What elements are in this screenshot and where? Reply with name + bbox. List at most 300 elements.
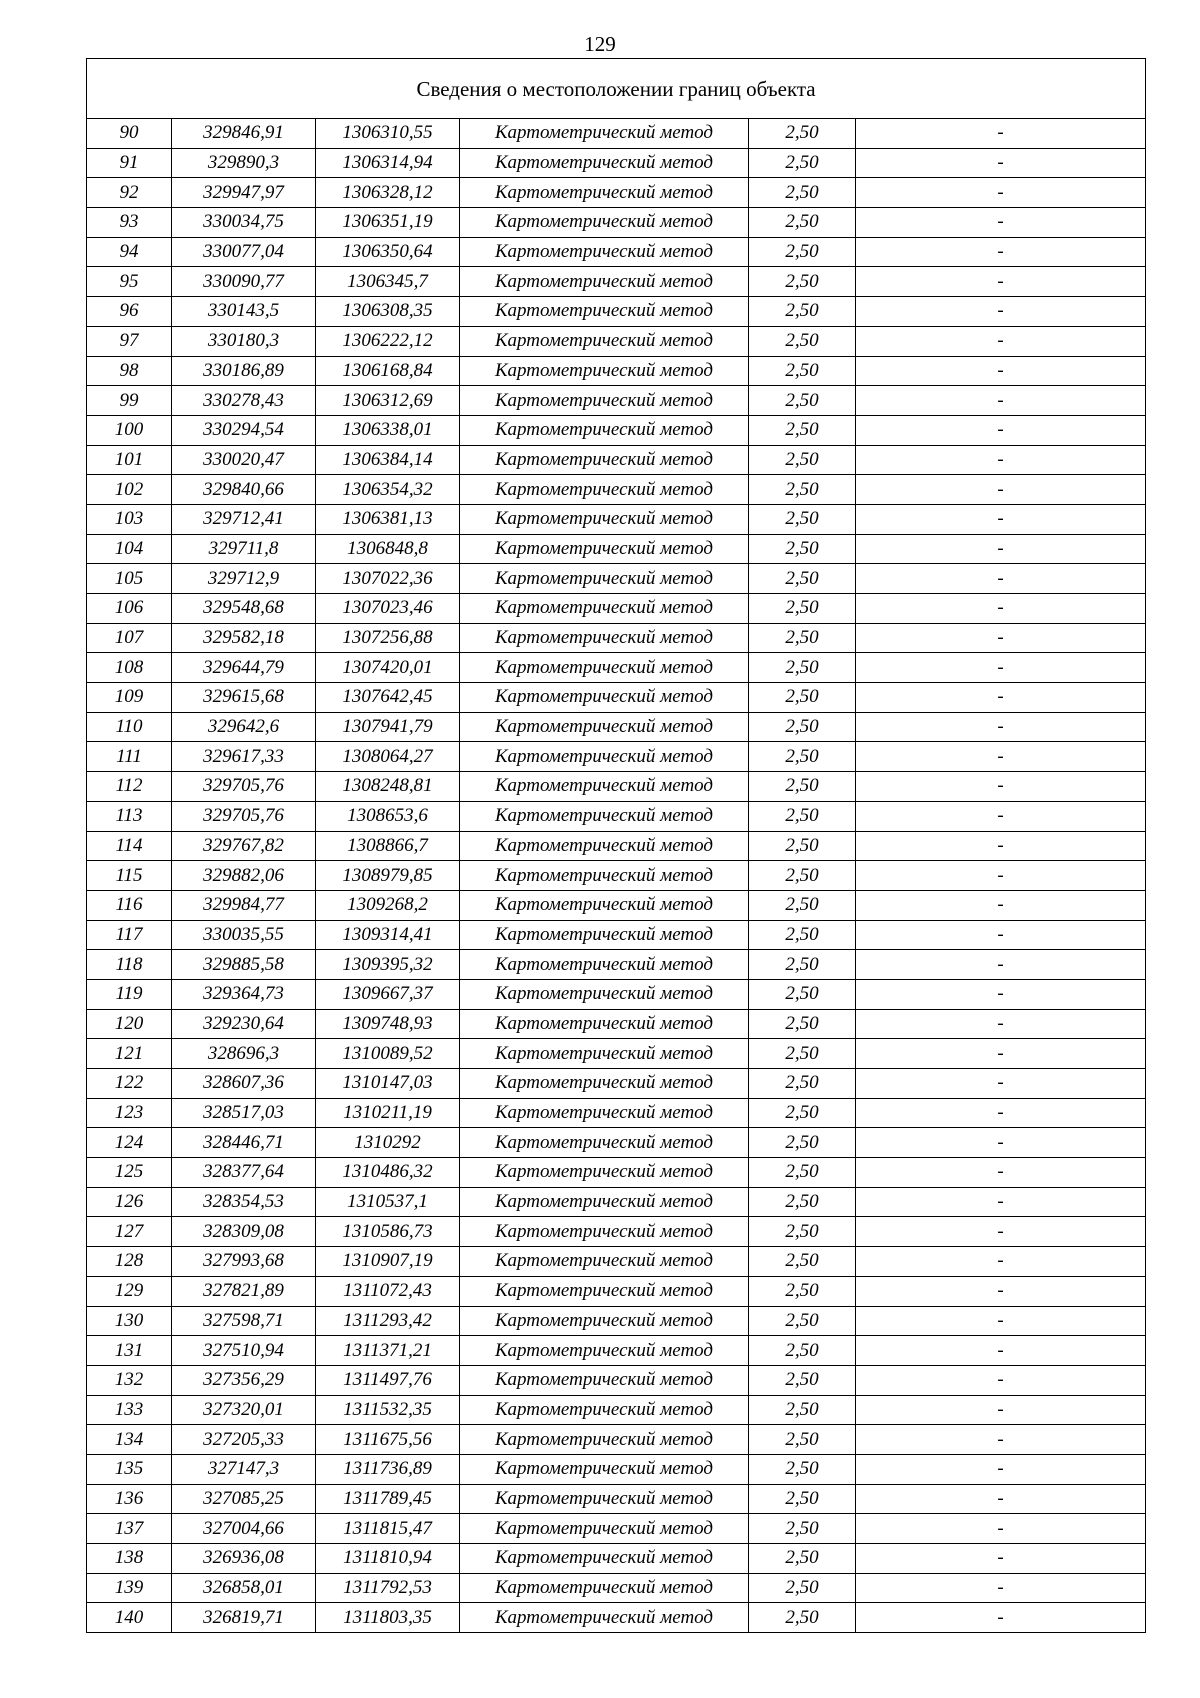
cell-point-number: 93 — [87, 208, 172, 238]
cell-description: - — [856, 712, 1146, 742]
cell-coord-y: 1311810,94 — [316, 1544, 460, 1574]
cell-coord-x: 327821,89 — [172, 1276, 316, 1306]
cell-coord-x: 329230,64 — [172, 1009, 316, 1039]
cell-method: Картометрический метод — [460, 504, 749, 534]
cell-coord-y: 1306308,35 — [316, 297, 460, 327]
cell-accuracy: 2,50 — [749, 119, 856, 149]
table-row — [87, 297, 1146, 327]
cell-method: Картометрический метод — [460, 1336, 749, 1366]
cell-method: Картометрический метод — [460, 1544, 749, 1574]
cell-coord-x: 327205,33 — [172, 1425, 316, 1455]
cell-point-number: 121 — [87, 1039, 172, 1069]
cell-description: - — [856, 1514, 1146, 1544]
cell-point-number: 99 — [87, 386, 172, 416]
cell-method: Картометрический метод — [460, 861, 749, 891]
cell-coord-x: 330035,55 — [172, 920, 316, 950]
cell-accuracy: 2,50 — [749, 1336, 856, 1366]
cell-point-number: 103 — [87, 504, 172, 534]
cell-accuracy: 2,50 — [749, 208, 856, 238]
cell-method: Картометрический метод — [460, 1009, 749, 1039]
cell-coord-y: 1307256,88 — [316, 623, 460, 653]
cell-accuracy: 2,50 — [749, 1009, 856, 1039]
cell-point-number: 131 — [87, 1336, 172, 1366]
cell-coord-x: 329712,41 — [172, 504, 316, 534]
cell-method: Картометрический метод — [460, 831, 749, 861]
cell-coord-y: 1310211,19 — [316, 1098, 460, 1128]
cell-accuracy: 2,50 — [749, 920, 856, 950]
cell-description: - — [856, 1603, 1146, 1633]
cell-accuracy: 2,50 — [749, 831, 856, 861]
table-title-row — [87, 59, 1146, 119]
cell-coord-x: 330090,77 — [172, 267, 316, 297]
table-row — [87, 148, 1146, 178]
cell-coord-y: 1306222,12 — [316, 326, 460, 356]
cell-method: Картометрический метод — [460, 1039, 749, 1069]
cell-accuracy: 2,50 — [749, 1187, 856, 1217]
cell-point-number: 115 — [87, 861, 172, 891]
cell-accuracy: 2,50 — [749, 1544, 856, 1574]
cell-coord-y: 1308248,81 — [316, 772, 460, 802]
table-row — [87, 1514, 1146, 1544]
cell-description: - — [856, 1217, 1146, 1247]
cell-accuracy: 2,50 — [749, 712, 856, 742]
cell-method: Картометрический метод — [460, 415, 749, 445]
cell-coord-y: 1306338,01 — [316, 415, 460, 445]
cell-coord-x: 326936,08 — [172, 1544, 316, 1574]
cell-accuracy: 2,50 — [749, 475, 856, 505]
cell-method: Картометрический метод — [460, 1247, 749, 1277]
cell-description: - — [856, 1365, 1146, 1395]
cell-point-number: 95 — [87, 267, 172, 297]
table-row — [87, 1158, 1146, 1188]
cell-coord-y: 1310089,52 — [316, 1039, 460, 1069]
cell-description: - — [856, 801, 1146, 831]
cell-accuracy: 2,50 — [749, 861, 856, 891]
cell-description: - — [856, 386, 1146, 416]
cell-point-number: 111 — [87, 742, 172, 772]
cell-description: - — [856, 356, 1146, 386]
cell-description: - — [856, 772, 1146, 802]
cell-point-number: 113 — [87, 801, 172, 831]
cell-description: - — [856, 267, 1146, 297]
cell-accuracy: 2,50 — [749, 801, 856, 831]
cell-point-number: 130 — [87, 1306, 172, 1336]
cell-coord-y: 1310586,73 — [316, 1217, 460, 1247]
cell-point-number: 136 — [87, 1484, 172, 1514]
cell-description: - — [856, 1069, 1146, 1099]
cell-method: Картометрический метод — [460, 1603, 749, 1633]
cell-coord-x: 327320,01 — [172, 1395, 316, 1425]
table-row — [87, 119, 1146, 149]
cell-description: - — [856, 178, 1146, 208]
table-row — [87, 594, 1146, 624]
cell-coord-y: 1306384,14 — [316, 445, 460, 475]
table-row — [87, 1603, 1146, 1633]
cell-description: - — [856, 504, 1146, 534]
cell-coord-y: 1309268,2 — [316, 890, 460, 920]
cell-point-number: 122 — [87, 1069, 172, 1099]
cell-coord-y: 1308653,6 — [316, 801, 460, 831]
cell-method: Картометрический метод — [460, 1484, 749, 1514]
cell-method: Картометрический метод — [460, 920, 749, 950]
cell-description: - — [856, 415, 1146, 445]
table-row — [87, 1187, 1146, 1217]
cell-method: Картометрический метод — [460, 267, 749, 297]
cell-method: Картометрический метод — [460, 1454, 749, 1484]
cell-coord-x: 327356,29 — [172, 1365, 316, 1395]
table-row — [87, 979, 1146, 1009]
cell-point-number: 109 — [87, 683, 172, 713]
table-title: Сведения о местоположении границ объекта — [87, 59, 1146, 119]
cell-coord-y: 1311789,45 — [316, 1484, 460, 1514]
cell-coord-y: 1307420,01 — [316, 653, 460, 683]
cell-accuracy: 2,50 — [749, 1454, 856, 1484]
cell-description: - — [856, 1128, 1146, 1158]
cell-coord-x: 329644,79 — [172, 653, 316, 683]
table-row — [87, 386, 1146, 416]
cell-description: - — [856, 534, 1146, 564]
cell-coord-x: 327510,94 — [172, 1336, 316, 1366]
cell-point-number: 100 — [87, 415, 172, 445]
cell-point-number: 106 — [87, 594, 172, 624]
cell-point-number: 107 — [87, 623, 172, 653]
cell-coord-x: 328446,71 — [172, 1128, 316, 1158]
table-row — [87, 1454, 1146, 1484]
cell-point-number: 102 — [87, 475, 172, 505]
cell-accuracy: 2,50 — [749, 356, 856, 386]
cell-accuracy: 2,50 — [749, 1603, 856, 1633]
cell-coord-y: 1306312,69 — [316, 386, 460, 416]
cell-coord-y: 1310292 — [316, 1128, 460, 1158]
cell-coord-y: 1307023,46 — [316, 594, 460, 624]
cell-coord-x: 330020,47 — [172, 445, 316, 475]
cell-coord-y: 1306354,32 — [316, 475, 460, 505]
cell-coord-y: 1310147,03 — [316, 1069, 460, 1099]
cell-coord-x: 328517,03 — [172, 1098, 316, 1128]
cell-coord-y: 1311072,43 — [316, 1276, 460, 1306]
cell-description: - — [856, 1425, 1146, 1455]
table-row — [87, 1128, 1146, 1158]
cell-point-number: 91 — [87, 148, 172, 178]
cell-description: - — [856, 1544, 1146, 1574]
cell-method: Картометрический метод — [460, 1069, 749, 1099]
cell-description: - — [856, 148, 1146, 178]
cell-coord-x: 330186,89 — [172, 356, 316, 386]
cell-coord-x: 328696,3 — [172, 1039, 316, 1069]
cell-method: Картометрический метод — [460, 445, 749, 475]
table-row — [87, 1276, 1146, 1306]
cell-coord-y: 1306351,19 — [316, 208, 460, 238]
table-row — [87, 1365, 1146, 1395]
cell-method: Картометрический метод — [460, 564, 749, 594]
cell-point-number: 128 — [87, 1247, 172, 1277]
cell-point-number: 133 — [87, 1395, 172, 1425]
cell-description: - — [856, 1395, 1146, 1425]
cell-accuracy: 2,50 — [749, 1128, 856, 1158]
cell-coord-y: 1306314,94 — [316, 148, 460, 178]
cell-coord-x: 329364,73 — [172, 979, 316, 1009]
cell-coord-y: 1311815,47 — [316, 1514, 460, 1544]
cell-accuracy: 2,50 — [749, 534, 856, 564]
table-row — [87, 534, 1146, 564]
cell-method: Картометрический метод — [460, 1514, 749, 1544]
cell-coord-y: 1310537,1 — [316, 1187, 460, 1217]
cell-accuracy: 2,50 — [749, 623, 856, 653]
cell-description: - — [856, 1158, 1146, 1188]
cell-accuracy: 2,50 — [749, 653, 856, 683]
cell-method: Картометрический метод — [460, 237, 749, 267]
cell-point-number: 125 — [87, 1158, 172, 1188]
table-row — [87, 890, 1146, 920]
cell-description: - — [856, 950, 1146, 980]
cell-coord-y: 1311675,56 — [316, 1425, 460, 1455]
cell-coord-x: 329840,66 — [172, 475, 316, 505]
table-row — [87, 683, 1146, 713]
table-body — [87, 59, 1146, 1633]
cell-description: - — [856, 979, 1146, 1009]
cell-description: - — [856, 1276, 1146, 1306]
cell-method: Картометрический метод — [460, 1098, 749, 1128]
cell-coord-x: 327085,25 — [172, 1484, 316, 1514]
cell-point-number: 98 — [87, 356, 172, 386]
cell-coord-x: 326858,01 — [172, 1573, 316, 1603]
cell-accuracy: 2,50 — [749, 1365, 856, 1395]
cell-coord-x: 328607,36 — [172, 1069, 316, 1099]
cell-description: - — [856, 445, 1146, 475]
cell-method: Картометрический метод — [460, 772, 749, 802]
cell-coord-x: 330077,04 — [172, 237, 316, 267]
cell-coord-x: 330278,43 — [172, 386, 316, 416]
table-row — [87, 1544, 1146, 1574]
cell-coord-x: 329947,97 — [172, 178, 316, 208]
cell-coord-y: 1311293,42 — [316, 1306, 460, 1336]
cell-accuracy: 2,50 — [749, 1217, 856, 1247]
cell-description: - — [856, 1573, 1146, 1603]
cell-coord-y: 1311803,35 — [316, 1603, 460, 1633]
cell-point-number: 127 — [87, 1217, 172, 1247]
cell-coord-y: 1308064,27 — [316, 742, 460, 772]
cell-coord-x: 329642,6 — [172, 712, 316, 742]
cell-point-number: 123 — [87, 1098, 172, 1128]
cell-point-number: 135 — [87, 1454, 172, 1484]
cell-point-number: 116 — [87, 890, 172, 920]
cell-point-number: 139 — [87, 1573, 172, 1603]
cell-method: Картометрический метод — [460, 1573, 749, 1603]
cell-coord-y: 1309314,41 — [316, 920, 460, 950]
cell-point-number: 117 — [87, 920, 172, 950]
cell-coord-y: 1306168,84 — [316, 356, 460, 386]
cell-coord-y: 1306310,55 — [316, 119, 460, 149]
cell-method: Картометрический метод — [460, 1187, 749, 1217]
cell-accuracy: 2,50 — [749, 504, 856, 534]
table-row — [87, 208, 1146, 238]
cell-accuracy: 2,50 — [749, 1425, 856, 1455]
table-row — [87, 831, 1146, 861]
cell-coord-x: 330143,5 — [172, 297, 316, 327]
cell-coord-y: 1310907,19 — [316, 1247, 460, 1277]
cell-point-number: 94 — [87, 237, 172, 267]
cell-coord-x: 329712,9 — [172, 564, 316, 594]
cell-coord-y: 1306350,64 — [316, 237, 460, 267]
cell-accuracy: 2,50 — [749, 950, 856, 980]
cell-accuracy: 2,50 — [749, 1069, 856, 1099]
cell-accuracy: 2,50 — [749, 979, 856, 1009]
cell-coord-x: 329582,18 — [172, 623, 316, 653]
cell-method: Картометрический метод — [460, 683, 749, 713]
table-row — [87, 237, 1146, 267]
cell-coord-x: 328354,53 — [172, 1187, 316, 1217]
cell-accuracy: 2,50 — [749, 386, 856, 416]
cell-method: Картометрический метод — [460, 623, 749, 653]
cell-description: - — [856, 119, 1146, 149]
table-row — [87, 1098, 1146, 1128]
cell-point-number: 101 — [87, 445, 172, 475]
cell-method: Картометрический метод — [460, 475, 749, 505]
cell-point-number: 97 — [87, 326, 172, 356]
table-row — [87, 623, 1146, 653]
cell-description: - — [856, 1484, 1146, 1514]
cell-coord-x: 329767,82 — [172, 831, 316, 861]
table-row — [87, 504, 1146, 534]
cell-coord-x: 327598,71 — [172, 1306, 316, 1336]
cell-method: Картометрический метод — [460, 801, 749, 831]
cell-description: - — [856, 1454, 1146, 1484]
table-row — [87, 1039, 1146, 1069]
cell-accuracy: 2,50 — [749, 1098, 856, 1128]
cell-coord-y: 1306848,8 — [316, 534, 460, 564]
table-row — [87, 267, 1146, 297]
cell-method: Картометрический метод — [460, 653, 749, 683]
cell-coord-x: 328309,08 — [172, 1217, 316, 1247]
cell-point-number: 140 — [87, 1603, 172, 1633]
table-row — [87, 742, 1146, 772]
table-row — [87, 356, 1146, 386]
table-row — [87, 653, 1146, 683]
cell-coord-y: 1306345,7 — [316, 267, 460, 297]
cell-coord-y: 1311532,35 — [316, 1395, 460, 1425]
cell-point-number: 124 — [87, 1128, 172, 1158]
cell-description: - — [856, 1039, 1146, 1069]
cell-accuracy: 2,50 — [749, 1573, 856, 1603]
table-row — [87, 1009, 1146, 1039]
cell-accuracy: 2,50 — [749, 297, 856, 327]
cell-coord-x: 329705,76 — [172, 801, 316, 831]
table-row — [87, 1306, 1146, 1336]
cell-point-number: 119 — [87, 979, 172, 1009]
cell-accuracy: 2,50 — [749, 148, 856, 178]
table-row — [87, 326, 1146, 356]
cell-point-number: 118 — [87, 950, 172, 980]
cell-method: Картометрический метод — [460, 1128, 749, 1158]
table-row — [87, 772, 1146, 802]
cell-accuracy: 2,50 — [749, 1276, 856, 1306]
cell-description: - — [856, 1306, 1146, 1336]
cell-accuracy: 2,50 — [749, 1395, 856, 1425]
cell-coord-x: 326819,71 — [172, 1603, 316, 1633]
cell-accuracy: 2,50 — [749, 237, 856, 267]
cell-method: Картометрический метод — [460, 1276, 749, 1306]
cell-point-number: 92 — [87, 178, 172, 208]
cell-method: Картометрический метод — [460, 1158, 749, 1188]
cell-coord-x: 330034,75 — [172, 208, 316, 238]
cell-accuracy: 2,50 — [749, 1039, 856, 1069]
cell-method: Картометрический метод — [460, 950, 749, 980]
cell-description: - — [856, 861, 1146, 891]
cell-description: - — [856, 1336, 1146, 1366]
cell-coord-y: 1306381,13 — [316, 504, 460, 534]
cell-coord-x: 329846,91 — [172, 119, 316, 149]
cell-coord-x: 329617,33 — [172, 742, 316, 772]
cell-coord-x: 329711,8 — [172, 534, 316, 564]
cell-description: - — [856, 1247, 1146, 1277]
cell-point-number: 137 — [87, 1514, 172, 1544]
table-row — [87, 1069, 1146, 1099]
cell-accuracy: 2,50 — [749, 1484, 856, 1514]
cell-coord-y: 1307941,79 — [316, 712, 460, 742]
cell-point-number: 126 — [87, 1187, 172, 1217]
cell-accuracy: 2,50 — [749, 1247, 856, 1277]
cell-method: Картометрический метод — [460, 178, 749, 208]
cell-description: - — [856, 890, 1146, 920]
cell-coord-x: 328377,64 — [172, 1158, 316, 1188]
table-row — [87, 1395, 1146, 1425]
cell-description: - — [856, 297, 1146, 327]
cell-coord-y: 1310486,32 — [316, 1158, 460, 1188]
cell-coord-y: 1311736,89 — [316, 1454, 460, 1484]
table-row — [87, 920, 1146, 950]
cell-method: Картометрический метод — [460, 594, 749, 624]
cell-accuracy: 2,50 — [749, 267, 856, 297]
cell-point-number: 110 — [87, 712, 172, 742]
cell-description: - — [856, 623, 1146, 653]
cell-method: Картометрический метод — [460, 712, 749, 742]
cell-method: Картометрический метод — [460, 1365, 749, 1395]
cell-method: Картометрический метод — [460, 534, 749, 564]
cell-accuracy: 2,50 — [749, 415, 856, 445]
cell-method: Картометрический метод — [460, 1425, 749, 1455]
table-row — [87, 1425, 1146, 1455]
cell-coord-x: 330294,54 — [172, 415, 316, 445]
cell-method: Картометрический метод — [460, 208, 749, 238]
cell-point-number: 132 — [87, 1365, 172, 1395]
cell-method: Картометрический метод — [460, 742, 749, 772]
cell-coord-y: 1307642,45 — [316, 683, 460, 713]
cell-description: - — [856, 742, 1146, 772]
cell-description: - — [856, 1187, 1146, 1217]
cell-accuracy: 2,50 — [749, 772, 856, 802]
cell-description: - — [856, 831, 1146, 861]
table-row — [87, 445, 1146, 475]
cell-description: - — [856, 1098, 1146, 1128]
cell-coord-x: 330180,3 — [172, 326, 316, 356]
cell-description: - — [856, 564, 1146, 594]
cell-description: - — [856, 1009, 1146, 1039]
cell-accuracy: 2,50 — [749, 742, 856, 772]
cell-point-number: 114 — [87, 831, 172, 861]
table-row — [87, 1573, 1146, 1603]
cell-method: Картометрический метод — [460, 356, 749, 386]
cell-accuracy: 2,50 — [749, 326, 856, 356]
table-row — [87, 712, 1146, 742]
cell-accuracy: 2,50 — [749, 445, 856, 475]
cell-point-number: 108 — [87, 653, 172, 683]
cell-accuracy: 2,50 — [749, 594, 856, 624]
cell-method: Картометрический метод — [460, 326, 749, 356]
table-row — [87, 1336, 1146, 1366]
cell-point-number: 120 — [87, 1009, 172, 1039]
cell-method: Картометрический метод — [460, 297, 749, 327]
cell-coord-y: 1311371,21 — [316, 1336, 460, 1366]
